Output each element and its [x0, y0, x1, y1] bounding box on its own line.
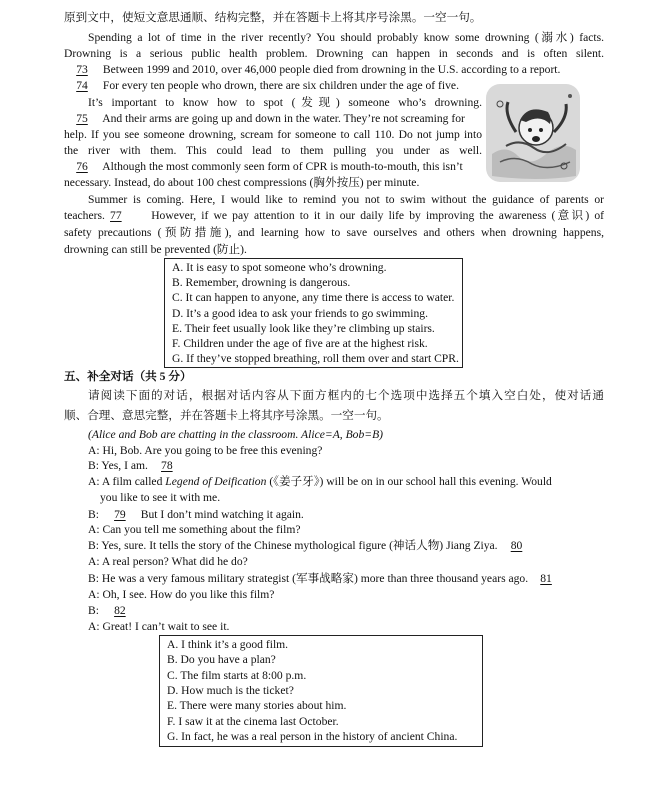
blank-75[interactable]: 75: [76, 112, 88, 125]
section5-instruction-1: 请阅读下面的对话，根据对话内容从下面方框内的七个选项中选择五个填入空白处，使对话通: [88, 389, 604, 402]
dialogue-line-4-pre: B:: [88, 508, 99, 521]
dialogue-line-4: [88, 508, 304, 522]
dialogue-line-4-post: But I don’t mind watching it again.: [140, 508, 304, 521]
dialogue-line-6: [88, 539, 533, 553]
dialogue-option-g: G. In fact, he was a real person in the history of ancient China.: [167, 730, 458, 743]
paragraph-5b: [64, 209, 604, 223]
section5-heading: 五、补全对话（共 5 分）: [64, 370, 192, 383]
dialogue-option-d: D. How much is the ticket?: [167, 684, 294, 697]
paragraph-5b-post: However, if we pay attention to it in our daily life by improving the awareness (意识) of: [151, 209, 604, 222]
dialogue-line-3-post: (《姜子牙》) will be on in our school hall this evening. Would: [269, 475, 552, 488]
paragraph-3: It’s important to know how to spot (发现) someone who’s drowning.: [88, 96, 482, 109]
dialogue-scene: (Alice and Bob are chatting in the classroom. Alice=A, Bob=B): [88, 428, 384, 441]
option-a: A. It is easy to spot someone who’s drowning.: [172, 261, 387, 274]
option-f: F. Children under the age of five are at the highest risk.: [172, 337, 428, 350]
blank-75-text: And their arms are going up and down in the water. They’re not screaming for: [102, 112, 465, 125]
dialogue-line-7: A: A real person? What did he do?: [88, 555, 248, 568]
paragraph-5b-pre: teachers.: [64, 209, 105, 222]
dialogue-line-9: A: Oh, I see. How do you like this film?: [88, 588, 275, 601]
paragraph-4a: help. If you see someone drowning, scream for someone to call 110. Do not jump into: [64, 128, 482, 141]
blank-82[interactable]: 82: [114, 604, 126, 617]
blank-79[interactable]: 79: [114, 508, 126, 521]
blank-74-line: [64, 79, 459, 93]
dialogue-line-3-pre: A: A film called: [88, 475, 163, 488]
option-g: G. If they’ve stopped breathing, roll them over and start CPR.: [172, 352, 459, 365]
dialogue-option-b: B. Do you have a plan?: [167, 653, 276, 666]
options-box-section5: [159, 635, 483, 747]
blank-76[interactable]: 76: [76, 160, 88, 173]
dialogue-option-c: C. The film starts at 8:00 p.m.: [167, 669, 307, 682]
dialogue-line-8-text: B: He was a very famous military strategist (军事战略家) more than three thousand years ago.: [88, 572, 529, 585]
dialogue-line-8: [88, 572, 561, 586]
dialogue-line-10-text: B:: [88, 604, 99, 617]
paragraph-5a: Summer is coming. Here, I would like to remind you not to swim without the guidance of parents or: [88, 193, 604, 206]
paragraph-4b: the river with them. This could lead to them pulling you under as well.: [64, 144, 482, 157]
dialogue-option-a: A. I think it’s a good film.: [167, 638, 289, 651]
blank-75-line: [64, 112, 465, 126]
blank-74-text: For every ten people who drown, there are six children under the age of five.: [102, 79, 459, 92]
dialogue-line-10: [88, 604, 138, 618]
blank-76-line: [64, 160, 463, 174]
blank-76-text: Although the most commonly seen form of CPR is mouth-to-mouth, this isn’t: [102, 160, 463, 173]
dialogue-line-2-text: B: Yes, I am.: [88, 459, 148, 472]
option-e: E. Their feet usually look like they’re climbing up stairs.: [172, 322, 435, 335]
paragraph-2: Drowning is a serious public health problem. Drowning can happen in seconds and is often silent.: [64, 47, 604, 60]
blank-73-line: [64, 63, 560, 77]
dialogue-option-f: F. I saw it at the cinema last October.: [167, 715, 339, 728]
option-d: D. It’s a good idea to ask your friends to go swimming.: [172, 307, 428, 320]
dialogue-line-6-text: B: Yes, sure. It tells the story of the Chinese mythological figure (神话人物) Jiang Ziya.: [88, 539, 498, 552]
paragraph-5d: drowning can still be prevented (防止).: [64, 243, 247, 256]
dialogue-line-2: [88, 459, 183, 473]
dialogue-line-11: A: Great! I can’t wait to see it.: [88, 620, 230, 633]
dialogue-line-5: A: Can you tell me something about the film?: [88, 523, 301, 536]
paragraph-4c: necessary. Instead, do about 100 chest compressions (胸外按压) per minute.: [64, 176, 420, 189]
blank-81[interactable]: 81: [540, 572, 552, 585]
paragraph-1: Spending a lot of time in the river recently? You should probably know some drowning (溺水) facts.: [88, 31, 604, 44]
dialogue-option-e: E. There were many stories about him.: [167, 699, 347, 712]
section4-intro-tail: 原到文中，使短文意思通顺、结构完整，并在答题卡上将其序号涂黑。一空一句。: [64, 11, 482, 24]
dialogue-line-1: A: Hi, Bob. Are you going to be free this evening?: [88, 444, 323, 457]
dialogue-line-3b: you like to see it with me.: [100, 491, 221, 504]
blank-73-text: Between 1999 and 2010, over 46,000 people died from drowning in the U.S. according to a report.: [102, 63, 561, 76]
film-title: Legend of Deification: [165, 475, 267, 488]
blank-74[interactable]: 74: [76, 79, 88, 92]
blank-73[interactable]: 73: [76, 63, 88, 76]
drowning-child-illustration: [486, 84, 580, 182]
options-box-section4: [164, 258, 463, 368]
blank-77[interactable]: 77: [110, 209, 122, 222]
dialogue-line-3: [88, 475, 552, 489]
blank-80[interactable]: 80: [510, 539, 523, 552]
option-b: B. Remember, drowning is dangerous.: [172, 276, 351, 289]
option-c: C. It can happen to anyone, any time there is access to water.: [172, 291, 455, 304]
paragraph-5c: safety precautions (预防措施), and learning how to save ourselves and others when drowning happens,: [64, 226, 604, 239]
section5-instruction-2: 顺、合理、意思完整，并在答题卡上将其序号涂黑。一空一句。: [64, 409, 389, 422]
blank-78[interactable]: 78: [161, 459, 173, 472]
